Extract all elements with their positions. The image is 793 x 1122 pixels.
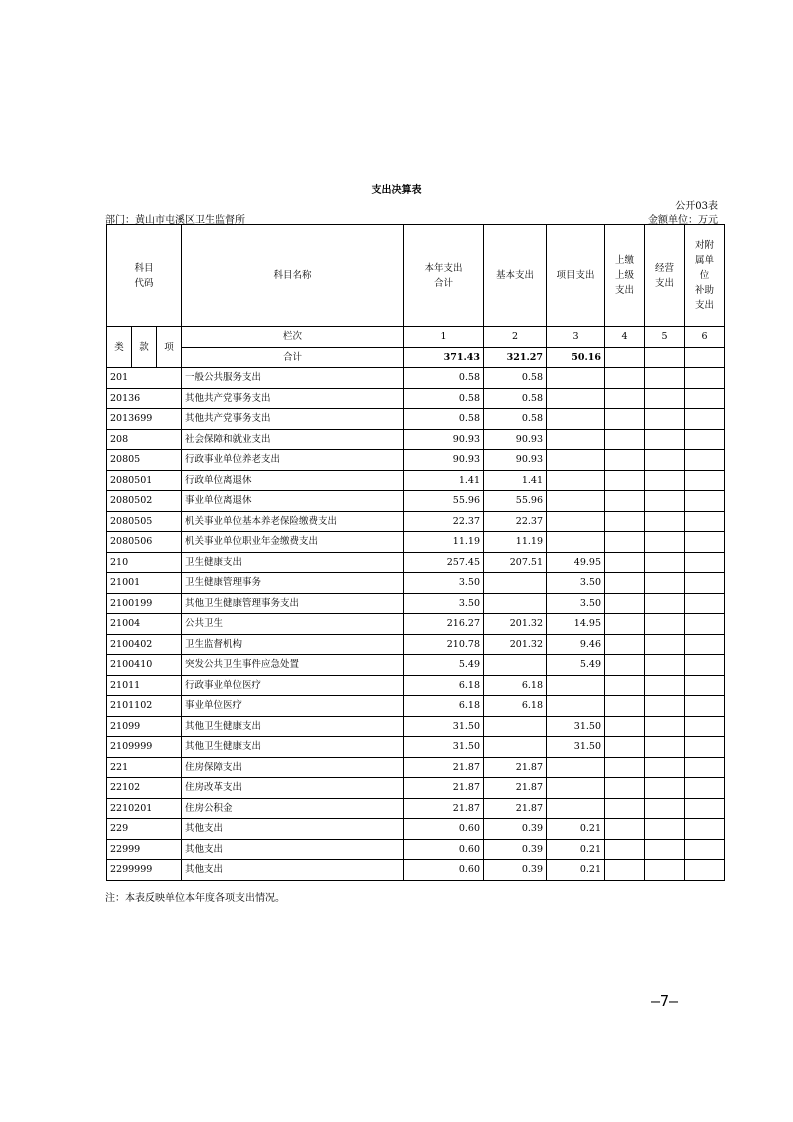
table-row <box>107 532 725 553</box>
row-project <box>547 696 605 717</box>
row-basic <box>484 737 547 758</box>
empty-cell <box>685 737 725 758</box>
row-project: 0.21 <box>547 819 605 840</box>
empty-cell <box>605 388 645 409</box>
row-name: 机关事业单位基本养老保险缴费支出 <box>182 511 404 532</box>
row-basic: 90.93 <box>484 429 547 450</box>
row-basic: 21.87 <box>484 778 547 799</box>
row-code: 21099 <box>107 716 182 737</box>
row-total: 31.50 <box>404 737 484 758</box>
empty-cell <box>605 819 645 840</box>
row-name: 住房改革支出 <box>182 778 404 799</box>
table-row <box>107 839 725 860</box>
empty-cell <box>685 675 725 696</box>
row-total: 90.93 <box>404 450 484 471</box>
business-header: 经营 支出 <box>645 225 685 327</box>
row-basic: 0.58 <box>484 409 547 430</box>
header-row <box>107 225 725 327</box>
empty-cell <box>645 511 685 532</box>
row-name: 一般公共服务支出 <box>182 368 404 389</box>
row-project: 0.21 <box>547 839 605 860</box>
empty-cell <box>645 675 685 696</box>
empty-cell <box>605 614 645 635</box>
row-total: 55.96 <box>404 491 484 512</box>
row-code: 2100402 <box>107 634 182 655</box>
row-basic: 21.87 <box>484 757 547 778</box>
empty-cell <box>685 778 725 799</box>
empty-cell <box>645 429 685 450</box>
table-row <box>107 573 725 594</box>
row-code: 2299999 <box>107 860 182 881</box>
empty-cell <box>605 491 645 512</box>
total-row <box>107 347 725 368</box>
row-total: 3.50 <box>404 573 484 594</box>
row-code: 21011 <box>107 675 182 696</box>
table-row <box>107 655 725 676</box>
row-project: 31.50 <box>547 716 605 737</box>
row-project: 3.50 <box>547 573 605 594</box>
row-code: 21004 <box>107 614 182 635</box>
row-total: 21.87 <box>404 798 484 819</box>
empty-cell <box>685 798 725 819</box>
total-header: 本年支出 合计 <box>404 225 484 327</box>
row-project: 0.21 <box>547 860 605 881</box>
row-project <box>547 675 605 696</box>
row-project <box>547 409 605 430</box>
row-code: 2210201 <box>107 798 182 819</box>
table-row <box>107 593 725 614</box>
row-total: 210.78 <box>404 634 484 655</box>
subsidy-header: 对附 属单 位 补助 支出 <box>685 225 725 327</box>
row-code: 22102 <box>107 778 182 799</box>
empty-cell <box>605 634 645 655</box>
empty-cell <box>605 450 645 471</box>
row-basic: 1.41 <box>484 470 547 491</box>
empty-cell <box>645 819 685 840</box>
row-total: 0.60 <box>404 860 484 881</box>
row-code: 208 <box>107 429 182 450</box>
expenditure-table <box>106 224 725 881</box>
empty-cell <box>645 614 685 635</box>
empty-cell <box>645 798 685 819</box>
row-basic: 21.87 <box>484 798 547 819</box>
row-project <box>547 511 605 532</box>
table-row <box>107 388 725 409</box>
col-number: 2 <box>484 327 547 348</box>
empty-cell <box>645 757 685 778</box>
empty-cell <box>645 778 685 799</box>
row-code: 229 <box>107 819 182 840</box>
lanci-label: 栏次 <box>182 327 404 348</box>
empty-cell <box>605 429 645 450</box>
xiang-label: 项 <box>157 327 182 368</box>
row-total: 90.93 <box>404 429 484 450</box>
row-name: 行政事业单位养老支出 <box>182 450 404 471</box>
total-label: 合计 <box>182 347 404 368</box>
row-name: 事业单位医疗 <box>182 696 404 717</box>
total-basic: 321.27 <box>484 347 547 368</box>
row-name: 卫生监督机构 <box>182 634 404 655</box>
row-name: 卫生健康支出 <box>182 552 404 573</box>
row-basic: 6.18 <box>484 696 547 717</box>
row-total: 0.58 <box>404 409 484 430</box>
empty-cell <box>645 450 685 471</box>
empty-cell <box>685 757 725 778</box>
empty-cell <box>685 860 725 881</box>
col-number: 6 <box>685 327 725 348</box>
table-title: 支出决算表 <box>371 185 422 196</box>
row-total: 21.87 <box>404 757 484 778</box>
row-project <box>547 532 605 553</box>
empty-cell <box>605 347 645 368</box>
row-total: 5.49 <box>404 655 484 676</box>
empty-cell <box>605 798 645 819</box>
row-name: 其他卫生健康支出 <box>182 737 404 758</box>
row-total: 0.58 <box>404 388 484 409</box>
empty-cell <box>685 532 725 553</box>
row-code: 22999 <box>107 839 182 860</box>
table-row <box>107 675 725 696</box>
row-project <box>547 778 605 799</box>
empty-cell <box>645 470 685 491</box>
empty-cell <box>645 860 685 881</box>
row-total: 3.50 <box>404 593 484 614</box>
empty-cell <box>685 614 725 635</box>
row-total: 6.18 <box>404 675 484 696</box>
row-total: 21.87 <box>404 778 484 799</box>
row-project <box>547 757 605 778</box>
table-row <box>107 696 725 717</box>
empty-cell <box>645 491 685 512</box>
row-basic: 0.39 <box>484 860 547 881</box>
row-project: 49.95 <box>547 552 605 573</box>
row-total: 1.41 <box>404 470 484 491</box>
row-code: 210 <box>107 552 182 573</box>
row-name: 卫生健康管理事务 <box>182 573 404 594</box>
table-row <box>107 860 725 881</box>
empty-cell <box>645 696 685 717</box>
row-basic: 0.39 <box>484 839 547 860</box>
code-header: 科目 代码 <box>107 225 182 327</box>
row-project <box>547 470 605 491</box>
empty-cell <box>645 409 685 430</box>
empty-cell <box>685 470 725 491</box>
table-row <box>107 409 725 430</box>
empty-cell <box>605 778 645 799</box>
col-number: 4 <box>605 327 645 348</box>
row-name: 其他支出 <box>182 839 404 860</box>
empty-cell <box>685 409 725 430</box>
empty-cell <box>645 634 685 655</box>
table-row <box>107 450 725 471</box>
row-basic <box>484 716 547 737</box>
empty-cell <box>685 593 725 614</box>
col-number: 5 <box>645 327 685 348</box>
row-basic: 22.37 <box>484 511 547 532</box>
row-project: 9.46 <box>547 634 605 655</box>
row-name: 其他卫生健康管理事务支出 <box>182 593 404 614</box>
row-project <box>547 491 605 512</box>
row-code: 2080502 <box>107 491 182 512</box>
row-total: 216.27 <box>404 614 484 635</box>
total-project: 50.16 <box>547 347 605 368</box>
row-basic: 201.32 <box>484 634 547 655</box>
row-code: 21001 <box>107 573 182 594</box>
table-row <box>107 368 725 389</box>
empty-cell <box>685 716 725 737</box>
row-basic <box>484 655 547 676</box>
name-header: 科目名称 <box>182 225 404 327</box>
row-basic: 0.58 <box>484 368 547 389</box>
row-name: 机关事业单位职业年金缴费支出 <box>182 532 404 553</box>
row-project <box>547 450 605 471</box>
row-name: 其他支出 <box>182 860 404 881</box>
empty-cell <box>685 450 725 471</box>
empty-cell <box>645 347 685 368</box>
column-number-row <box>107 327 725 348</box>
empty-cell <box>605 737 645 758</box>
row-total: 257.45 <box>404 552 484 573</box>
empty-cell <box>605 511 645 532</box>
empty-cell <box>605 593 645 614</box>
row-name: 行政单位离退休 <box>182 470 404 491</box>
department-label: 部门：黄山市屯溪区卫生监督所 <box>105 215 245 226</box>
row-total: 11.19 <box>404 532 484 553</box>
row-code: 2080506 <box>107 532 182 553</box>
row-name: 其他共产党事务支出 <box>182 388 404 409</box>
empty-cell <box>645 532 685 553</box>
row-code: 20136 <box>107 388 182 409</box>
row-code: 2080505 <box>107 511 182 532</box>
empty-cell <box>605 716 645 737</box>
row-code: 2109999 <box>107 737 182 758</box>
row-basic: 90.93 <box>484 450 547 471</box>
empty-cell <box>645 839 685 860</box>
table-row <box>107 737 725 758</box>
table-row <box>107 552 725 573</box>
row-code: 2100199 <box>107 593 182 614</box>
empty-cell <box>685 634 725 655</box>
row-name: 其他支出 <box>182 819 404 840</box>
empty-cell <box>605 552 645 573</box>
form-number: 公开03表 <box>675 201 718 212</box>
table-row <box>107 757 725 778</box>
empty-cell <box>605 470 645 491</box>
row-project <box>547 798 605 819</box>
row-name: 住房公积金 <box>182 798 404 819</box>
empty-cell <box>605 839 645 860</box>
empty-cell <box>605 368 645 389</box>
row-name: 公共卫生 <box>182 614 404 635</box>
row-project: 5.49 <box>547 655 605 676</box>
row-project: 14.95 <box>547 614 605 635</box>
row-total: 0.58 <box>404 368 484 389</box>
row-basic: 6.18 <box>484 675 547 696</box>
row-project <box>547 429 605 450</box>
row-code: 221 <box>107 757 182 778</box>
empty-cell <box>685 429 725 450</box>
empty-cell <box>645 737 685 758</box>
col-number: 1 <box>404 327 484 348</box>
table-row <box>107 429 725 450</box>
empty-cell <box>645 368 685 389</box>
row-total: 6.18 <box>404 696 484 717</box>
row-code: 2101102 <box>107 696 182 717</box>
empty-cell <box>605 860 645 881</box>
col-number: 3 <box>547 327 605 348</box>
table-row <box>107 634 725 655</box>
empty-cell <box>685 839 725 860</box>
empty-cell <box>685 552 725 573</box>
row-basic <box>484 573 547 594</box>
row-code: 20805 <box>107 450 182 471</box>
page-number: –7– <box>651 992 679 1010</box>
row-name: 突发公共卫生事件应急处置 <box>182 655 404 676</box>
table-row <box>107 716 725 737</box>
empty-cell <box>645 716 685 737</box>
table-row <box>107 778 725 799</box>
lei-label: 类 <box>107 327 132 368</box>
empty-cell <box>605 675 645 696</box>
empty-cell <box>605 573 645 594</box>
empty-cell <box>605 655 645 676</box>
row-total: 31.50 <box>404 716 484 737</box>
row-total: 0.60 <box>404 839 484 860</box>
empty-cell <box>605 409 645 430</box>
row-code: 2080501 <box>107 470 182 491</box>
empty-cell <box>685 819 725 840</box>
row-code: 2100410 <box>107 655 182 676</box>
empty-cell <box>605 696 645 717</box>
row-code: 201 <box>107 368 182 389</box>
empty-cell <box>685 491 725 512</box>
empty-cell <box>685 655 725 676</box>
table-row <box>107 614 725 635</box>
unit-label: 金额单位：万元 <box>648 215 718 226</box>
table-row <box>107 819 725 840</box>
table-row <box>107 491 725 512</box>
row-total: 0.60 <box>404 819 484 840</box>
row-name: 事业单位离退休 <box>182 491 404 512</box>
basic-header: 基本支出 <box>484 225 547 327</box>
row-basic <box>484 593 547 614</box>
row-code: 2013699 <box>107 409 182 430</box>
row-basic: 201.32 <box>484 614 547 635</box>
project-header: 项目支出 <box>547 225 605 327</box>
empty-cell <box>645 388 685 409</box>
total-amount: 371.43 <box>404 347 484 368</box>
table-row <box>107 798 725 819</box>
empty-cell <box>645 573 685 594</box>
kuan-label: 款 <box>132 327 157 368</box>
row-basic: 55.96 <box>484 491 547 512</box>
row-project <box>547 388 605 409</box>
empty-cell <box>605 532 645 553</box>
table-row <box>107 511 725 532</box>
row-name: 其他卫生健康支出 <box>182 716 404 737</box>
row-name: 社会保障和就业支出 <box>182 429 404 450</box>
row-basic: 0.58 <box>484 388 547 409</box>
empty-cell <box>645 552 685 573</box>
row-name: 住房保障支出 <box>182 757 404 778</box>
table-row <box>107 470 725 491</box>
empty-cell <box>645 593 685 614</box>
row-name: 行政事业单位医疗 <box>182 675 404 696</box>
row-project <box>547 368 605 389</box>
empty-cell <box>645 655 685 676</box>
empty-cell <box>685 696 725 717</box>
empty-cell <box>685 511 725 532</box>
empty-cell <box>685 347 725 368</box>
upper-header: 上缴 上级 支出 <box>605 225 645 327</box>
empty-cell <box>685 388 725 409</box>
row-project: 31.50 <box>547 737 605 758</box>
empty-cell <box>605 757 645 778</box>
row-basic: 11.19 <box>484 532 547 553</box>
empty-cell <box>685 573 725 594</box>
empty-cell <box>685 368 725 389</box>
row-total: 22.37 <box>404 511 484 532</box>
row-basic: 207.51 <box>484 552 547 573</box>
footnote: 注：本表反映单位本年度各项支出情况。 <box>105 893 285 904</box>
row-basic: 0.39 <box>484 819 547 840</box>
row-name: 其他共产党事务支出 <box>182 409 404 430</box>
row-project: 3.50 <box>547 593 605 614</box>
